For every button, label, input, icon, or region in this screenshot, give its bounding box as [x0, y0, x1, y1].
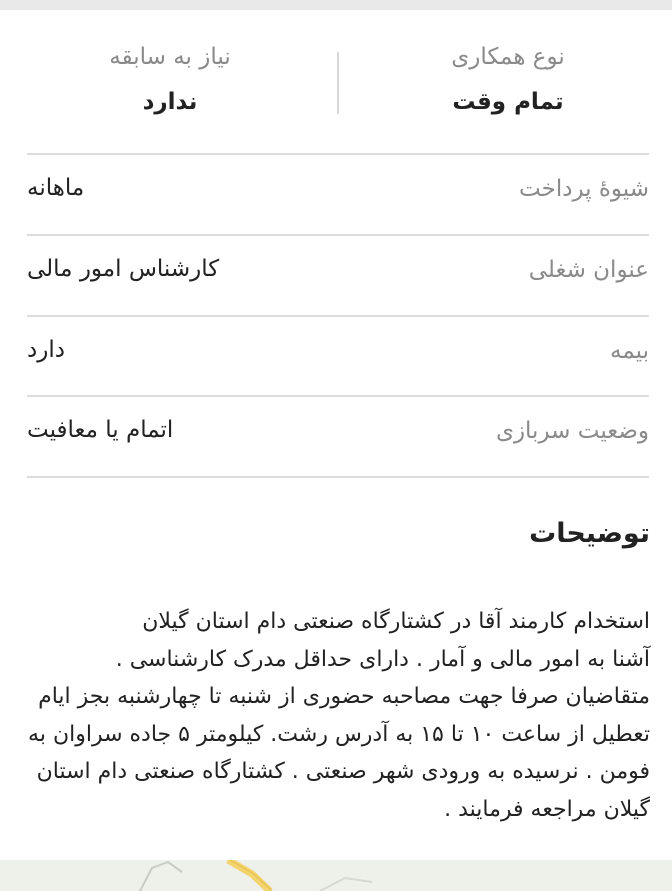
description-text [20, 603, 650, 829]
map-roads [0, 860, 672, 891]
description-line: تعطیل از ساعت ۱۰ تا ۱۵ به آدرس رشت. کیلومتر ۵ جاده سراوان به [28, 721, 650, 747]
experience-required-block [70, 40, 270, 119]
job-title-value: کارشناس امور مالی [27, 256, 220, 282]
cooperation-type-value: تمام وقت [452, 89, 564, 115]
divider [27, 476, 649, 478]
payment-method-label: شیوهٔ پرداخت [519, 176, 649, 202]
job-title-label: عنوان شغلی [528, 257, 649, 283]
cooperation-type-block [408, 40, 608, 119]
military-status-label: وضعیت سربازی [495, 418, 649, 444]
top-bar [0, 0, 672, 10]
insurance-value: دارد [27, 337, 65, 363]
description-line: فومن . نرسیده به ورودی شهر صنعتی . کشتارگاه صنعتی دام استان [36, 759, 650, 785]
summary-divider [337, 52, 339, 114]
description-title: توضیحات [529, 518, 650, 549]
detail-row-job-title [27, 236, 649, 315]
location-map[interactable] [0, 860, 672, 891]
detail-row-military-status [27, 397, 649, 476]
description-line: استخدام کارمند آقا در کشتارگاه صنعتی دام استان گیلان [142, 609, 650, 634]
insurance-label: بیمه [610, 338, 649, 364]
job-summary [0, 10, 672, 154]
description-line: گیلان مراجعه فرمایند . [444, 796, 650, 822]
description-line: آشنا به امور مالی و آمار . دارای حداقل مدرک کارشناسی . [115, 646, 650, 672]
experience-required-label: نیاز به سابقه [109, 44, 231, 70]
experience-required-value: ندارد [142, 89, 198, 115]
military-status-value: اتمام یا معافیت [27, 417, 174, 443]
detail-row-payment [27, 155, 649, 234]
cooperation-type-label: نوع همکاری [451, 44, 565, 70]
payment-method-value: ماهانه [27, 175, 85, 201]
description-line: متقاضیان صرفا جهت مصاحبه حضوری از شنبه تا چهارشنبه بجز ایام [38, 684, 650, 710]
detail-row-insurance [27, 317, 649, 396]
